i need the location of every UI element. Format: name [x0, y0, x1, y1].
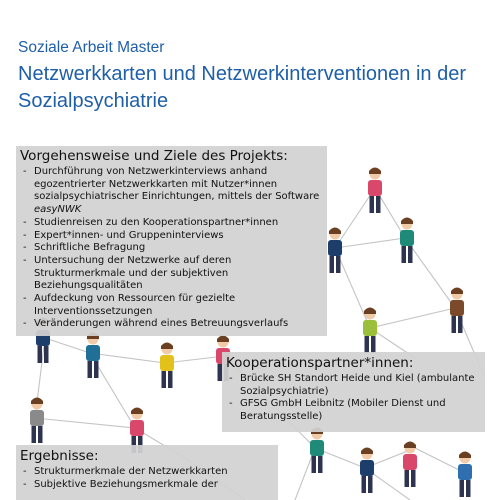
results-heading: Ergebnisse: — [20, 448, 99, 464]
list-item: - Durchführung von Netzwerkinterviews anhand egozentrierter Netzwerkkarten mit Nutzer*innen sozialpsychiatrischer Einrichtungen, mittels der Software easyNWK — [20, 166, 323, 217]
header — [18, 38, 488, 115]
list-item: - Schriftliche Befragung — [20, 242, 323, 255]
list-item: - Veränderungen während eines Betreuungsverlaufs — [20, 318, 323, 331]
software-name: easyNWK — [34, 204, 82, 216]
subtitle: Soziale Arbeit Master — [18, 39, 165, 56]
list-item: - Untersuchung der Netzwerke auf deren Strukturmerkmale und der subjektiven Beziehungsqualitäten — [20, 255, 323, 293]
title-line-2: Sozialpsychiatrie — [18, 90, 169, 112]
goals-list — [20, 166, 323, 331]
list-item: - Aufdeckung von Ressourcen für gezielte Interventionssetzungen — [20, 293, 323, 318]
partners-panel — [222, 352, 485, 432]
list-item: - Brücke SH Standort Heide und Kiel (ambulante Sozialpsychiatrie) — [226, 373, 481, 398]
partners-heading: Kooperationspartner*innen: — [226, 355, 414, 371]
goals-panel — [16, 146, 327, 336]
list-item: - Strukturmerkmale der Netzwerkkarten — [20, 466, 274, 479]
results-panel — [16, 445, 278, 500]
list-item: - Expert*innen- und Gruppeninterviews — [20, 230, 323, 243]
list-item: - Studienreisen zu den Kooperationspartner*innen — [20, 217, 323, 230]
title-line-1: Netzwerkkarten und Netzwerkinterventionen in der — [18, 63, 466, 85]
goals-heading: Vorgehensweise und Ziele des Projekts: — [20, 148, 288, 164]
partners-list — [226, 373, 481, 424]
results-list — [20, 466, 274, 491]
page-title — [18, 61, 488, 115]
list-item: - GFSG GmbH Leibnitz (Mobiler Dienst und Beratungsstelle) — [226, 398, 481, 423]
list-item: - Subjektive Beziehungsmerkmale der — [20, 479, 274, 492]
